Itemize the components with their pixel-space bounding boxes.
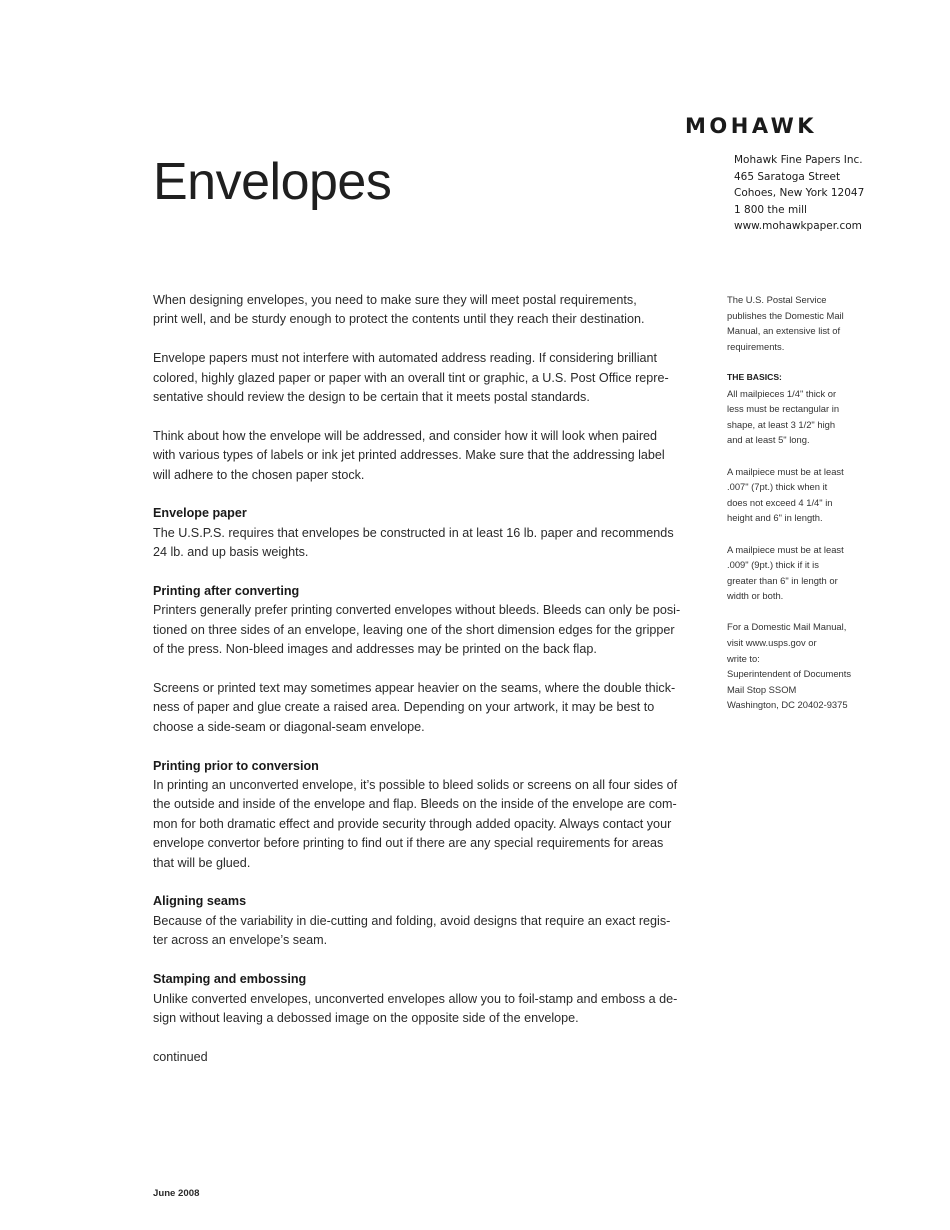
sidebar-line: .009" (9pt.) thick if it is [727, 559, 819, 571]
text-line: the outside and inside of the envelope and flap. Bleeds on the inside of the envelope are com- [153, 797, 677, 812]
postal-sidebar [727, 292, 877, 729]
main-content [153, 291, 693, 1087]
text-line: that will be glued. [153, 855, 251, 870]
aligning-seams-paragraph [153, 912, 693, 951]
sidebar-line: Washington, DC 20402-9375 [727, 699, 848, 711]
text-line: Because of the variability in die-cutting and folding, avoid designs that require an exact regis- [153, 913, 671, 928]
text-line: of the press. Non-bleed images and addresses may be printed on the back flap. [153, 642, 597, 657]
sidebar-line: A mailpiece must be at least [727, 465, 844, 477]
addressing-paragraph [153, 427, 693, 485]
text-line: Unlike converted envelopes, unconverted envelopes allow you to foil-stamp and emboss a de- [153, 991, 678, 1006]
text-line: with various types of labels or ink jet printed addresses. Make sure that the addressing label [153, 448, 665, 463]
text-line: In printing an unconverted envelope, it’s possible to bleed solids or screens on all four sides of [153, 778, 678, 793]
section-heading-printing-after: Printing after converting [153, 584, 300, 599]
printing-prior-paragraph [153, 776, 693, 873]
sidebar-line: and at least 5" long. [727, 434, 810, 446]
text-line: sentative should review the design to be certain that it meets postal standards. [153, 390, 590, 405]
sidebar-line: does not exceed 4 1/4" in [727, 496, 833, 508]
sidebar-basics [727, 370, 877, 448]
text-line: envelope convertor before printing to find out if there are any special requirements for areas [153, 836, 664, 851]
sidebar-line: .007" (7pt.) thick when it [727, 481, 828, 493]
address-line: 1 800 the mill [734, 203, 807, 216]
text-line: ness of paper and glue create a raised area. Depending on your artwork, it may be best to [153, 700, 655, 715]
continued-note: continued [153, 1049, 208, 1064]
sidebar-line: The U.S. Postal Service [727, 294, 827, 305]
page-title: Envelopes [153, 153, 392, 211]
sidebar-line: less must be rectangular in [727, 403, 840, 415]
text-line: Think about how the envelope will be addressed, and consider how it will look when paired [153, 428, 658, 443]
sidebar-line: width or both. [727, 590, 784, 602]
intro-paragraph [153, 291, 693, 330]
sidebar-intro [727, 292, 877, 354]
text-line: Printers generally prefer printing converted envelopes without bleeds. Bleeds can only be posi- [153, 603, 681, 618]
sidebar-line: Mail Stop SSOM [727, 683, 797, 695]
sidebar-line: shape, at least 3 1/2" high [727, 418, 836, 430]
sidebar-contact [727, 619, 877, 713]
sidebar-line: A mailpiece must be at least [727, 543, 844, 555]
text-line: Envelope papers must not interfere with automated address reading. If considering brilliant [153, 351, 658, 366]
section-heading-stamping: Stamping and embossing [153, 972, 307, 987]
text-line: ter across an envelope’s seam. [153, 933, 328, 948]
address-line: www.mohawkpaper.com [734, 220, 862, 232]
text-line: tioned on three sides of an envelope, leaving one of the short dimension edges for the gripper [153, 622, 675, 637]
sidebar-line: write to: [727, 652, 760, 664]
printing-after-paragraph [153, 601, 693, 659]
sidebar-line: requirements. [727, 340, 785, 352]
text-line: The U.S.P.S. requires that envelopes be constructed in at least 16 lb. paper and recommends [153, 525, 674, 540]
sidebar-line: visit www.usps.gov or [727, 637, 817, 649]
sidebar-line: height and 6" in length. [727, 512, 823, 524]
text-line: sign without leaving a debossed image on the opposite side of the envelope. [153, 1010, 579, 1025]
text-line: 24 lb. and up basis weights. [153, 545, 309, 560]
envelope-paper-paragraph [153, 524, 693, 563]
text-line: When designing envelopes, you need to make sure they will meet postal requirements, [153, 293, 637, 307]
mohawk-logo: MOHAWK [685, 114, 818, 138]
sidebar-thickness-2 [727, 542, 877, 604]
address-line: Cohoes, New York 12047 [734, 187, 865, 199]
seams-paragraph [153, 679, 693, 737]
address-line: 465 Saratoga Street [734, 170, 841, 183]
section-heading-printing-prior: Printing prior to conversion [153, 758, 319, 773]
sidebar-line: greater than 6" in length or [727, 574, 838, 586]
text-line: Screens or printed text may sometimes appear heavier on the seams, where the double thick- [153, 681, 676, 696]
address-line: Mohawk Fine Papers Inc. [734, 154, 863, 166]
text-line: mon for both dramatic effect and provide security through added opacity. Always contact your [153, 816, 672, 831]
stamping-paragraph [153, 990, 693, 1029]
text-line: colored, highly glazed paper or paper with an overall tint or graphic, a U.S. Post Office repre- [153, 370, 669, 385]
sidebar-line: All mailpieces 1/4" thick or [727, 387, 837, 399]
text-line: will adhere to the chosen paper stock. [153, 467, 365, 482]
sidebar-thickness-1 [727, 464, 877, 526]
section-heading-envelope-paper: Envelope paper [153, 506, 247, 521]
text-line: print well, and be sturdy enough to protect the contents until they reach their destination. [153, 312, 645, 327]
footer-date: June 2008 [153, 1188, 200, 1199]
sidebar-line: For a Domestic Mail Manual, [727, 621, 847, 633]
section-heading-aligning-seams: Aligning seams [153, 894, 247, 909]
text-line: choose a side-seam or diagonal-seam envelope. [153, 719, 425, 734]
sidebar-line: Manual, an extensive list of [727, 325, 841, 337]
company-address [734, 152, 864, 235]
basics-heading: THE BASICS: [727, 371, 782, 382]
reading-paragraph [153, 349, 693, 407]
sidebar-line: publishes the Domestic Mail [727, 309, 844, 321]
sidebar-line: Superintendent of Documents [727, 668, 852, 680]
